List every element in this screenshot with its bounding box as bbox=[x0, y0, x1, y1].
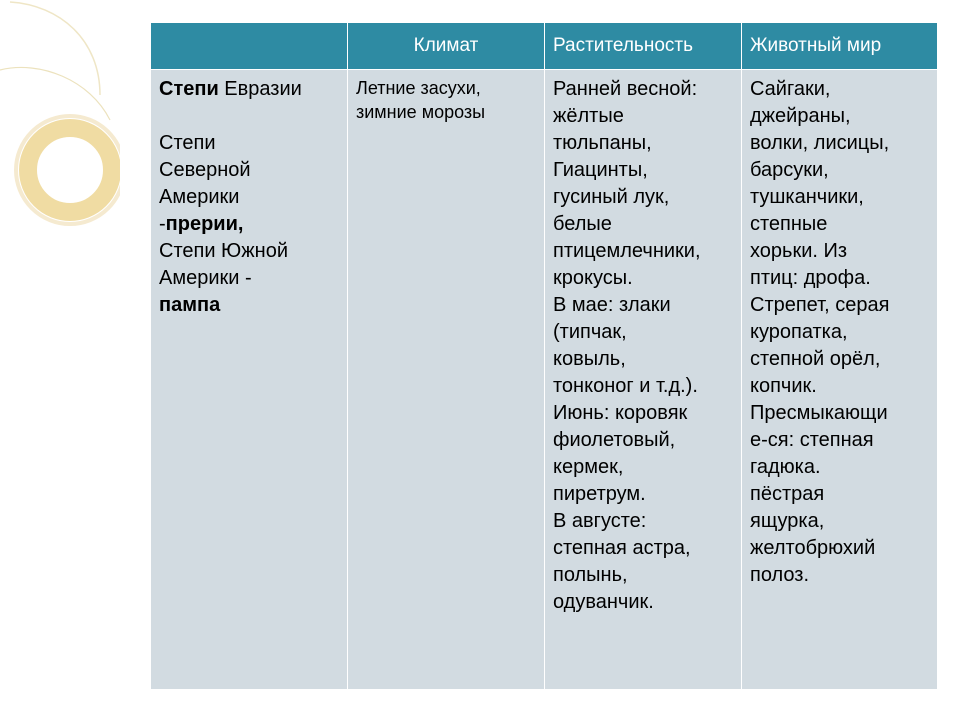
vegetation-line: В мае: злаки bbox=[553, 294, 671, 316]
fauna-cell bbox=[742, 70, 938, 690]
vegetation-line: жёлтые bbox=[553, 105, 624, 127]
regions-line: Северной bbox=[159, 159, 251, 181]
vegetation-line: кермек, bbox=[553, 456, 624, 478]
regions-bold-text: прерии, bbox=[165, 213, 244, 235]
regions-line: Степи Южной bbox=[159, 240, 288, 262]
regions-line: пампа bbox=[159, 294, 221, 316]
vegetation-line: тюльпаны, bbox=[553, 132, 652, 154]
fauna-line: тушканчики, bbox=[750, 186, 864, 208]
vegetation-line: (типчак, bbox=[553, 321, 627, 343]
fauna-line: степные bbox=[750, 213, 828, 235]
climate-cell bbox=[348, 70, 545, 690]
fauna-line: степной орёл, bbox=[750, 348, 881, 370]
regions-line: Степи bbox=[159, 132, 216, 154]
vegetation-line: полынь, bbox=[553, 564, 628, 586]
fauna-line: барсуки, bbox=[750, 159, 829, 181]
fauna-line: е-ся: степная bbox=[750, 429, 874, 451]
decorative-ring-graphic bbox=[0, 0, 120, 260]
regions-line bbox=[159, 211, 339, 238]
header-fauna: Животный мир bbox=[742, 23, 938, 70]
fauna-line: копчик. bbox=[750, 375, 817, 397]
fauna-line: гадюка. bbox=[750, 456, 821, 478]
fauna-line: волки, лисицы, bbox=[750, 132, 890, 154]
table-row bbox=[151, 70, 938, 690]
vegetation-line: степная астра, bbox=[553, 537, 691, 559]
regions-spacer bbox=[159, 103, 339, 130]
regions-bold-text: Степи bbox=[159, 78, 219, 100]
steppe-comparison-table bbox=[150, 22, 938, 690]
fauna-line: желтобрюхий bbox=[750, 537, 876, 559]
table-header-row bbox=[151, 23, 938, 70]
vegetation-line: В августе: bbox=[553, 510, 647, 532]
fauna-line: куропатка, bbox=[750, 321, 848, 343]
vegetation-line: фиолетовый, bbox=[553, 429, 676, 451]
fauna-line: джейраны, bbox=[750, 105, 851, 127]
regions-line: Америки - bbox=[159, 267, 252, 289]
vegetation-line: Гиацинты, bbox=[553, 159, 648, 181]
vegetation-line: Ранней весной: bbox=[553, 78, 698, 100]
header-climate: Климат bbox=[348, 23, 545, 70]
fauna-line: хорьки. Из bbox=[750, 240, 848, 262]
climate-line: зимние морозы bbox=[356, 102, 486, 122]
vegetation-line: крокусы. bbox=[553, 267, 633, 289]
fauna-line: ящурка, bbox=[750, 510, 825, 532]
vegetation-line: Июнь: коровяк bbox=[553, 402, 688, 424]
regions-cell bbox=[151, 70, 348, 690]
fauna-line: Сайгаки, bbox=[750, 78, 831, 100]
fauna-line: птиц: дрофа. bbox=[750, 267, 871, 289]
fauna-line: Стрепет, серая bbox=[750, 294, 890, 316]
vegetation-line: белые bbox=[553, 213, 612, 235]
fauna-line: полоз. bbox=[750, 564, 810, 586]
vegetation-line: гусиный лук, bbox=[553, 186, 670, 208]
regions-text: - bbox=[159, 213, 166, 235]
header-vegetation: Растительность bbox=[545, 23, 742, 70]
regions-line bbox=[159, 76, 339, 103]
vegetation-cell bbox=[545, 70, 742, 690]
vegetation-line: пиретрум. bbox=[553, 483, 646, 505]
regions-text: Евразии bbox=[218, 78, 302, 100]
vegetation-line: ковыль, bbox=[553, 348, 626, 370]
fauna-line: Пресмыкающи bbox=[750, 402, 888, 424]
fauna-line: пёстрая bbox=[750, 483, 825, 505]
vegetation-line: тонконог и т.д.). bbox=[553, 375, 698, 397]
climate-line: Летние засухи, bbox=[356, 78, 481, 98]
header-empty-cell bbox=[151, 23, 348, 70]
vegetation-line: одуванчик. bbox=[553, 591, 654, 613]
vegetation-line: птицемлечники, bbox=[553, 240, 701, 262]
regions-line: Америки bbox=[159, 186, 240, 208]
